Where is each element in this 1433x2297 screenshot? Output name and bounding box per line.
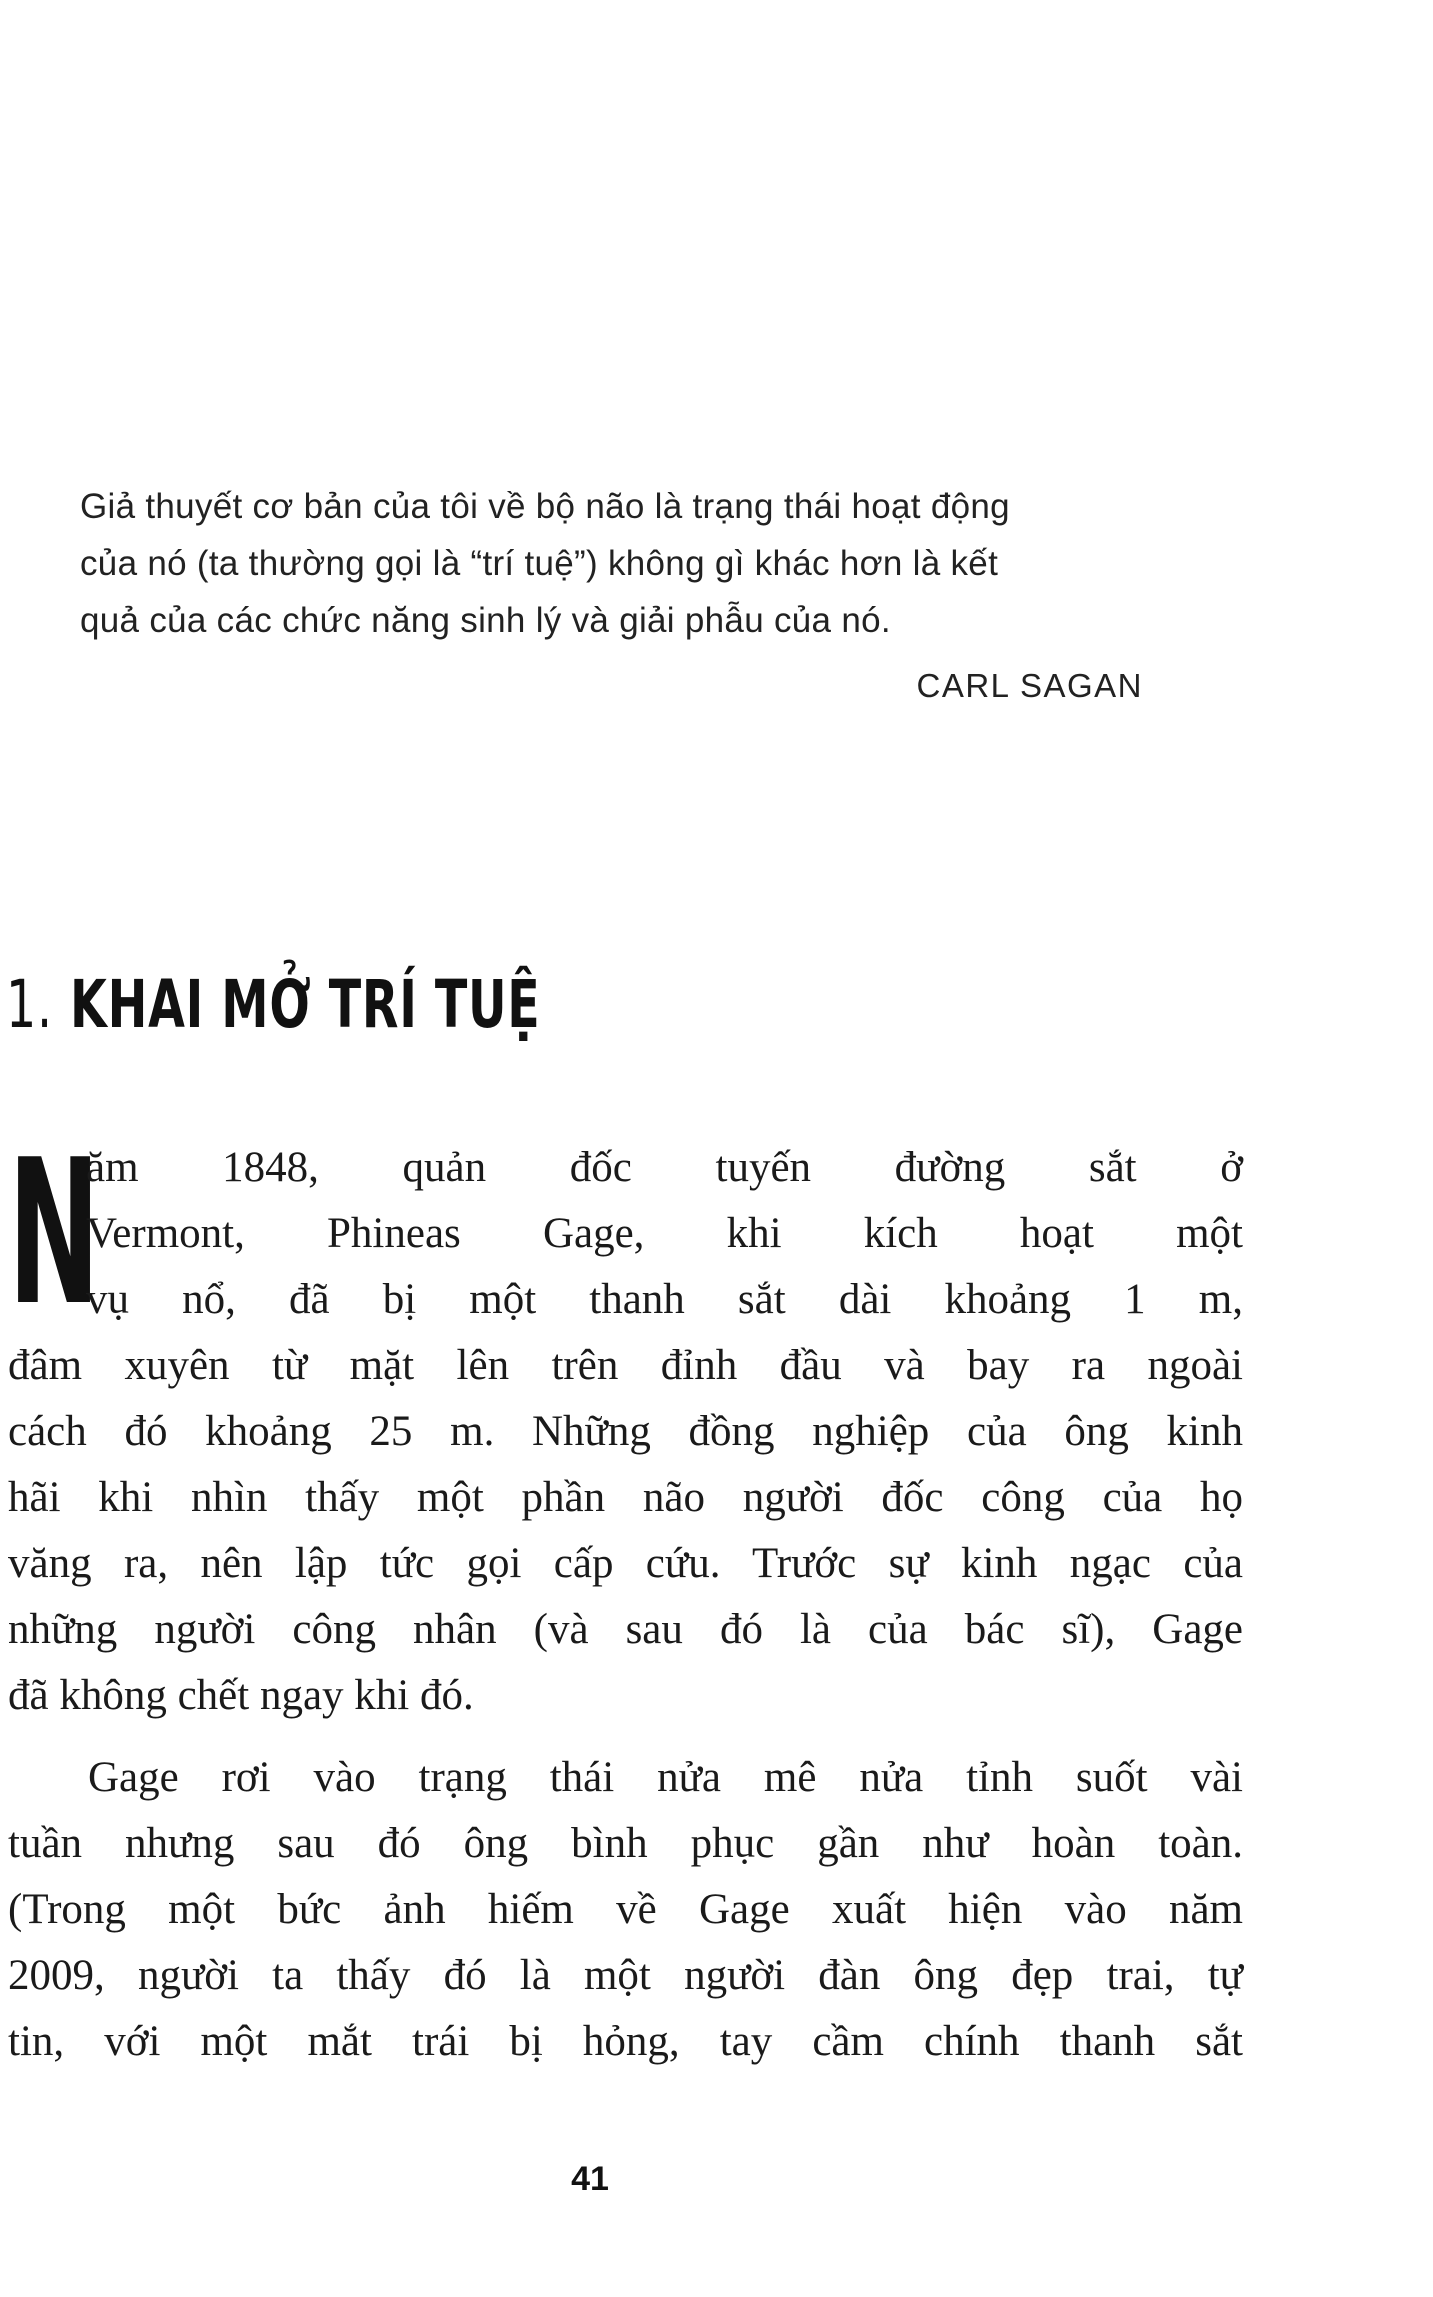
body-line: văng ra, nên lập tức gọi cấp cứu. Trước sự kinh ngạc của — [8, 1540, 1243, 1587]
chapter-title: KHAI MỞ TRÍ TUỆ — [70, 966, 541, 1043]
epigraph — [80, 478, 1150, 649]
drop-cap: N — [8, 1117, 101, 1350]
body-line: tuần nhưng sau đó ông bình phục gần như hoàn toàn. — [8, 1820, 1243, 1867]
body-line: cách đó khoảng 25 m. Những đồng nghiệp của ông kinh — [8, 1408, 1243, 1455]
body-line: những người công nhân (và sau đó là của bác sĩ), Gage — [8, 1606, 1243, 1653]
body-line: tin, với một mắt trái bị hỏng, tay cầm chính thanh sắt — [8, 2018, 1243, 2065]
body-line: đâm xuyên từ mặt lên trên đỉnh đầu và bay ra ngoài — [8, 1342, 1243, 1389]
chapter-heading — [6, 960, 540, 1050]
body-line: vụ nổ, đã bị một thanh sắt dài khoảng 1 m, — [86, 1276, 1243, 1323]
body-line: đã không chết ngay khi đó. — [8, 1672, 474, 1719]
epigraph-attribution: CARL SAGAN — [916, 667, 1143, 704]
body-line: Gage rơi vào trạng thái nửa mê nửa tỉnh suốt vài — [88, 1754, 1243, 1801]
epigraph-line: của nó (ta thường gọi là “trí tuệ”) không gì khác hơn là kết — [80, 544, 999, 583]
chapter-number: 1. — [6, 966, 53, 1043]
body-line: ăm 1848, quản đốc tuyến đường sắt ở — [86, 1144, 1243, 1191]
epigraph-line: Giả thuyết cơ bản của tôi về bộ não là trạng thái hoạt động — [80, 487, 1010, 526]
body-line: 2009, người ta thấy đó là một người đàn ông đẹp trai, tự — [8, 1952, 1243, 1999]
body-line: hãi khi nhìn thấy một phần não người đốc công của họ — [8, 1474, 1243, 1521]
epigraph-line: quả của các chức năng sinh lý và giải phẫu của nó. — [80, 601, 891, 640]
body-line: Vermont, Phineas Gage, khi kích hoạt một — [86, 1210, 1243, 1257]
page-number: 41 — [571, 2160, 609, 2198]
body-text — [8, 1117, 1243, 2075]
body-line: (Trong một bức ảnh hiếm về Gage xuất hiện vào năm — [8, 1886, 1243, 1933]
